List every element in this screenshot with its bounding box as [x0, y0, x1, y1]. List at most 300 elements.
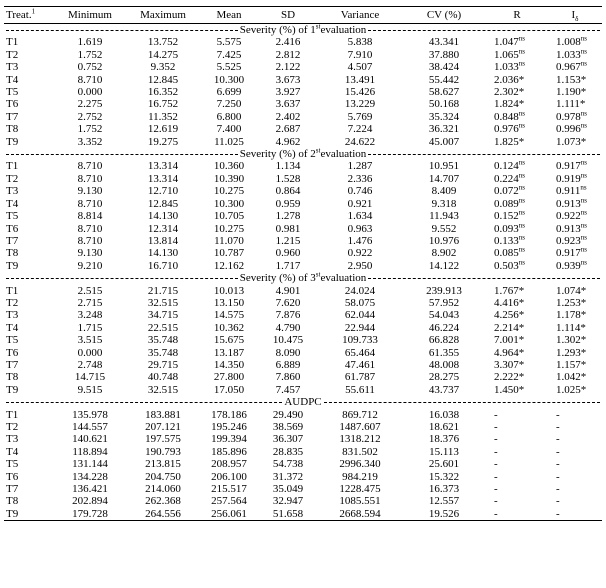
cell-cv: 55.442: [428, 73, 460, 86]
cell-mean: 12.162: [213, 259, 245, 272]
cell-mean: 7.250: [216, 98, 242, 111]
cell-mean: 13.187: [213, 346, 245, 359]
cell-cv: 18.621: [428, 421, 460, 433]
significance-marker: ns: [580, 245, 587, 254]
cell-i: -: [556, 433, 560, 446]
cell-treatment: T7: [6, 234, 19, 247]
cell-maximum: 12.845: [147, 73, 179, 86]
cell-mean: 15.675: [213, 334, 245, 347]
section-label: [4, 396, 602, 408]
cell-cv: 37.880: [428, 48, 460, 61]
cell-i: 1.074*: [556, 284, 587, 297]
cell-cv: 38.424: [428, 61, 460, 74]
section-header-row: [4, 148, 602, 160]
cell-r: 4.416*: [494, 296, 525, 309]
cell-treatment: T1: [6, 408, 19, 421]
cell-variance: 55.611: [345, 383, 375, 396]
cell-mean: 206.100: [211, 470, 247, 483]
cell-r: -: [494, 421, 498, 433]
table-row: [4, 223, 602, 235]
section-divider: [6, 154, 238, 155]
table-row: [4, 483, 602, 495]
cell-maximum: 213.815: [145, 458, 181, 471]
cell-minimum: 134.228: [72, 470, 108, 483]
cell-minimum: 1.752: [77, 48, 103, 61]
cell-i: -: [556, 483, 560, 496]
table-row: [4, 198, 602, 210]
header-variance: Variance: [318, 7, 402, 24]
cell-minimum: 202.894: [72, 495, 108, 508]
cell-mean: 10.705: [213, 210, 245, 223]
cell-cv: 12.557: [428, 495, 460, 508]
cell-i: -: [556, 458, 560, 471]
cell-mean: 10.360: [213, 160, 245, 173]
significance-marker: ns: [518, 121, 525, 130]
cell-mean: 10.013: [213, 284, 245, 297]
cell-i: 1.190*: [556, 86, 587, 99]
cell-cv: 36.321: [428, 123, 460, 136]
cell-i: 1.302*: [556, 334, 587, 347]
cell-variance: 62.044: [344, 309, 376, 322]
cell-sd: 54.738: [272, 458, 304, 471]
table-row: [4, 285, 602, 297]
cell-sd: 4.790: [275, 321, 301, 334]
cell-r: $0.224^{ns}$: [494, 171, 525, 185]
cell-cv: 9.318: [431, 197, 457, 210]
cell-maximum: 16.710: [147, 259, 179, 272]
cell-i: $0.917^{ns}$: [556, 245, 587, 260]
cell-mean: 13.150: [213, 296, 245, 309]
cell-sd: 2.122: [275, 61, 301, 74]
cell-variance: 5.838: [347, 36, 373, 49]
cell-minimum: 9.515: [77, 383, 103, 396]
cell-maximum: 35.748: [147, 346, 179, 359]
cell-sd: 0.864: [275, 185, 301, 198]
cell-treatment: T2: [6, 48, 19, 61]
cell-minimum: 1.752: [77, 123, 103, 136]
significance-marker: ns: [580, 208, 587, 217]
cell-minimum: 136.421: [72, 483, 108, 496]
cell-variance: 4.507: [347, 61, 373, 74]
cell-r: $0.124^{ns}$: [494, 158, 525, 173]
cell-cv: 14.122: [428, 259, 460, 272]
cell-maximum: 19.275: [147, 135, 179, 148]
cell-i: 1.157*: [556, 358, 587, 371]
table-row: [4, 235, 602, 247]
table-row: [4, 458, 602, 470]
cell-cv: 19.526: [402, 508, 486, 521]
cell-mean: 6.800: [216, 110, 242, 123]
cell-r: 2.214*: [494, 321, 525, 334]
cell-r: 3.307*: [494, 358, 525, 371]
cell-r: $0.089^{ns}$: [494, 196, 525, 210]
cell-sd: 7.876: [275, 309, 301, 322]
cell-mean: 11.025: [214, 135, 244, 148]
significance-marker: ns: [518, 208, 525, 217]
cell-minimum: 9.130: [77, 185, 103, 198]
cell-treatment: T1: [6, 284, 19, 297]
cell-variance: 1085.551: [339, 495, 381, 508]
table-row: [4, 495, 602, 507]
cell-cv: 28.275: [428, 371, 460, 384]
section-title: AUDPC: [284, 396, 322, 409]
cell-i: $1.033^{ns}$: [556, 47, 587, 61]
table-row: [4, 98, 602, 110]
cell-cv: 66.828: [428, 334, 460, 347]
table-row: [4, 160, 602, 172]
cell-treatment: T7: [6, 110, 19, 123]
cell-treatment: T8: [6, 495, 19, 508]
cell-cv: 8.902: [431, 247, 457, 260]
cell-sd: 2.416: [275, 36, 301, 49]
cell-mean: 7.425: [216, 48, 242, 61]
section-divider: [6, 30, 238, 31]
table-row: [4, 247, 602, 259]
table-row: [4, 61, 602, 73]
cell-sd: 51.658: [258, 508, 318, 521]
cell-variance: 984.219: [342, 470, 378, 483]
cell-sd: 3.673: [275, 73, 301, 86]
cell-minimum: 8.710: [77, 234, 103, 247]
table-row: [4, 409, 602, 421]
cell-treatment: T6: [6, 470, 19, 483]
cell-sd: 8.090: [275, 346, 301, 359]
cell-mean: 215.517: [211, 483, 247, 496]
cell-cv: 10.976: [428, 234, 460, 247]
section-title: Severity (%) of 1stevaluation: [239, 22, 367, 36]
table-body: [4, 24, 602, 521]
significance-marker: ns: [518, 34, 525, 43]
table-row: [4, 334, 602, 346]
cell-sd: 0.960: [275, 247, 301, 260]
cell-mean: 27.800: [213, 371, 245, 384]
cell-cv: 9.552: [431, 222, 457, 235]
cell-r: -: [494, 408, 498, 421]
cell-cv: 57.952: [428, 296, 460, 309]
cell-sd: 2.402: [275, 110, 301, 123]
cell-cv: 15.113: [429, 445, 459, 458]
cell-variance: 61.787: [344, 371, 376, 384]
section-label: [4, 24, 602, 37]
cell-minimum: 9.130: [77, 247, 103, 260]
cell-treatment: T9: [6, 259, 19, 272]
cell-sd: 7.860: [275, 371, 301, 384]
section-divider: [368, 278, 600, 279]
cell-r: $0.976^{ns}$: [494, 121, 525, 136]
cell-sd: 6.889: [275, 358, 301, 371]
cell-minimum: 1.619: [77, 36, 103, 49]
cell-minimum: 2.715: [77, 296, 103, 309]
cell-variance: 0.963: [347, 222, 373, 235]
cell-variance: 13.491: [344, 73, 376, 86]
cell-mean: 17.050: [213, 383, 245, 396]
significance-marker: ns: [580, 196, 587, 205]
cell-sd: 2.812: [275, 48, 301, 61]
cell-variance: 1.287: [347, 160, 373, 173]
cell-mean: 5.575: [216, 36, 242, 49]
cell-mean: 10.390: [213, 172, 245, 185]
cell-treatment: T2: [6, 172, 19, 185]
significance-marker: ns: [580, 47, 587, 56]
cell-r: -: [494, 458, 498, 471]
cell-maximum: 13.814: [147, 234, 179, 247]
significance-marker: ns: [518, 196, 525, 205]
significance-marker: ns: [518, 158, 525, 167]
cell-mean: 6.699: [216, 86, 242, 99]
cell-variance: 24.024: [344, 284, 376, 297]
table-row: [4, 173, 602, 185]
cell-mean: 257.564: [211, 495, 247, 508]
cell-cv: 54.043: [428, 309, 460, 322]
cell-i: -: [556, 445, 560, 458]
cell-i: $0.922^{ns}$: [556, 208, 587, 223]
cell-minimum: 1.715: [77, 321, 103, 334]
cell-sd: 7.457: [275, 383, 301, 396]
cell-minimum: 140.621: [72, 433, 108, 446]
header-minimum: Minimum: [54, 7, 126, 24]
cell-r: 2.302*: [494, 86, 525, 99]
cell-sd: 4.962: [275, 135, 301, 148]
cell-treatment: T9: [6, 383, 19, 396]
cell-treatment: T3: [6, 61, 19, 74]
cell-sd: 36.307: [272, 433, 304, 446]
cell-minimum: 8.710: [77, 73, 103, 86]
significance-marker: ns: [518, 233, 525, 242]
cell-mean: 10.300: [213, 197, 245, 210]
section-label: [4, 148, 602, 160]
cell-sd: 29.490: [272, 408, 304, 421]
cell-i: $0.978^{ns}$: [556, 109, 587, 123]
cell-maximum: 22.515: [147, 321, 179, 334]
section-divider: [324, 402, 600, 403]
cell-minimum: 8.814: [77, 210, 103, 223]
cell-r: $0.848^{ns}$: [494, 109, 525, 123]
cell-maximum: 13.752: [147, 36, 179, 49]
cell-i: $0.967^{ns}$: [556, 59, 587, 74]
section-divider: [368, 30, 600, 31]
cell-variance: 109.733: [342, 334, 378, 347]
cell-mean: 10.275: [213, 185, 245, 198]
cell-treatment: T5: [6, 334, 19, 347]
cell-minimum: 0.000: [77, 86, 103, 99]
significance-marker: ns: [580, 258, 587, 267]
cell-variance: 0.922: [347, 247, 373, 260]
cell-variance: 0.921: [347, 197, 373, 210]
cell-variance: 5.769: [347, 110, 373, 123]
significance-marker: ns: [518, 47, 525, 56]
cell-maximum: 9.352: [150, 61, 176, 74]
cell-variance: 47.461: [344, 358, 376, 371]
section-header-row: [4, 272, 602, 284]
cell-maximum: 13.314: [147, 172, 179, 185]
cell-sd: 0.959: [275, 197, 301, 210]
cell-minimum: 2.748: [77, 358, 103, 371]
cell-i: -: [556, 421, 560, 433]
cell-mean: 10.787: [213, 247, 245, 260]
cell-i: -: [556, 495, 560, 508]
section-divider: [368, 154, 600, 155]
cell-minimum: 3.248: [77, 309, 103, 322]
significance-marker: ns: [518, 220, 525, 229]
cell-r: $0.093^{ns}$: [494, 220, 525, 235]
cell-sd: 32.947: [272, 495, 304, 508]
cell-sd: 0.981: [275, 222, 301, 235]
cell-cv: 239.913: [426, 284, 462, 297]
cell-r: $1.065^{ns}$: [494, 47, 525, 61]
cell-maximum: 14.130: [147, 210, 179, 223]
section-divider: [6, 402, 282, 403]
section-title: Severity (%) of 3stevaluation: [239, 270, 367, 285]
cell-r: $0.133^{ns}$: [494, 233, 525, 247]
table-row: [4, 322, 602, 334]
cell-mean: 199.394: [211, 433, 247, 446]
cell-mean: 14.350: [213, 358, 245, 371]
cell-minimum: 8.710: [77, 160, 103, 173]
header-r: R: [486, 7, 548, 24]
cell-maximum: 12.619: [147, 123, 179, 136]
cell-variance: 65.464: [344, 346, 376, 359]
cell-maximum: 214.060: [145, 483, 181, 496]
cell-cv: 14.707: [428, 172, 460, 185]
significance-marker: ns: [580, 109, 587, 118]
cell-treatment: T7: [6, 358, 19, 371]
table-row: [4, 86, 602, 98]
cell-i: $0.939^{ns}$: [556, 258, 587, 272]
cell-i: $0.913^{ns}$: [556, 220, 587, 235]
cell-sd: 7.620: [275, 296, 301, 309]
cell-maximum: 34.715: [147, 309, 179, 322]
table-row: [4, 297, 602, 309]
section-header-row: [4, 396, 602, 408]
cell-maximum: 197.575: [145, 433, 181, 446]
significance-marker: ns: [580, 183, 587, 192]
table-row: [4, 347, 602, 359]
cell-minimum: 2.515: [77, 284, 103, 297]
cell-cv: 35.324: [428, 110, 460, 123]
cell-treatment: T3: [6, 433, 19, 446]
cell-variance: 24.622: [344, 135, 376, 148]
cell-mean: 208.957: [211, 458, 247, 471]
cell-variance: 2996.340: [339, 458, 381, 471]
cell-mean: 7.400: [216, 123, 242, 136]
cell-sd: 38.569: [272, 421, 304, 433]
cell-maximum: 35.748: [147, 334, 179, 347]
cell-variance: 1318.212: [339, 433, 381, 446]
header-row: [4, 7, 602, 24]
significance-marker: ns: [580, 121, 587, 130]
cell-treatment: T5: [6, 210, 19, 223]
cell-cv: 15.322: [428, 470, 460, 483]
table-row: [4, 111, 602, 123]
cell-cv: 50.168: [428, 98, 460, 111]
cell-i: 1.178*: [556, 309, 587, 322]
table-row: [4, 309, 602, 321]
significance-marker: ns: [518, 245, 525, 254]
cell-treatment: T1: [6, 36, 19, 49]
cell-cv: 25.601: [428, 458, 460, 471]
cell-i: 1.073*: [556, 135, 587, 148]
cell-i: $0.919^{ns}$: [556, 171, 587, 185]
section-divider: [6, 278, 238, 279]
cell-maximum: 32.515: [147, 296, 179, 309]
cell-maximum: 204.750: [145, 470, 181, 483]
cell-maximum: 207.121: [145, 421, 181, 433]
cell-cv: 46.224: [428, 321, 460, 334]
cell-maximum: 183.881: [145, 408, 181, 421]
header-maximum: Maximum: [126, 7, 200, 24]
cell-maximum: 12.845: [147, 197, 179, 210]
cell-treatment: T9: [4, 508, 54, 521]
cell-r: 1.767*: [494, 284, 525, 297]
table-row: [4, 421, 602, 433]
cell-r: 1.450*: [494, 383, 525, 396]
cell-sd: 10.475: [272, 334, 304, 347]
cell-mean: 185.896: [211, 445, 247, 458]
cell-i: 1.114*: [556, 321, 586, 334]
section-title: Severity (%) of 2stevaluation: [239, 146, 367, 161]
table-row: [4, 49, 602, 61]
cell-r: 1.825*: [494, 135, 525, 148]
cell-treatment: T9: [6, 135, 19, 148]
significance-marker: ns: [518, 109, 525, 118]
cell-r: $0.085^{ns}$: [494, 245, 525, 260]
cell-minimum: 3.352: [77, 135, 103, 148]
table-row: [4, 359, 602, 371]
cell-treatment: T4: [6, 197, 19, 210]
significance-marker: ns: [580, 34, 587, 43]
table-row: [4, 433, 602, 445]
table-row: [4, 446, 602, 458]
cell-mean: 195.246: [211, 421, 247, 433]
cell-r: -: [494, 470, 498, 483]
cell-cv: 18.376: [428, 433, 460, 446]
cell-sd: 28.835: [272, 445, 304, 458]
cell-cv: 16.038: [428, 408, 460, 421]
cell-treatment: T6: [6, 346, 19, 359]
cell-cv: 10.951: [428, 160, 460, 173]
cell-variance: 7.224: [347, 123, 373, 136]
significance-marker: ns: [580, 171, 587, 180]
cell-variance: 2668.594: [318, 508, 402, 521]
table-row: [4, 185, 602, 197]
cell-cv: 45.007: [428, 135, 460, 148]
cell-r: 4.964*: [494, 346, 525, 359]
cell-minimum: 144.557: [72, 421, 108, 433]
cell-i: -: [548, 508, 602, 521]
cell-r: -: [494, 433, 498, 446]
cell-mean: 11.070: [214, 234, 244, 247]
significance-marker: ns: [580, 158, 587, 167]
significance-marker: ns: [518, 171, 525, 180]
header-sd: SD: [258, 7, 318, 24]
cell-maximum: 32.515: [147, 383, 179, 396]
cell-variance: 7.910: [347, 48, 373, 61]
table-row: [4, 371, 602, 383]
cell-minimum: 131.144: [72, 458, 108, 471]
cell-mean: 256.061: [200, 508, 258, 521]
cell-maximum: 21.715: [147, 284, 179, 297]
table-row: [4, 508, 602, 521]
cell-minimum: 135.978: [72, 408, 108, 421]
significance-marker: ns: [518, 258, 525, 267]
cell-minimum: 0.752: [77, 61, 103, 74]
cell-r: $1.047^{ns}$: [494, 34, 525, 49]
table-row: [4, 210, 602, 222]
cell-minimum: 179.728: [54, 508, 126, 521]
cell-mean: 10.275: [213, 222, 245, 235]
cell-treatment: T6: [6, 222, 19, 235]
cell-treatment: T8: [6, 247, 19, 260]
